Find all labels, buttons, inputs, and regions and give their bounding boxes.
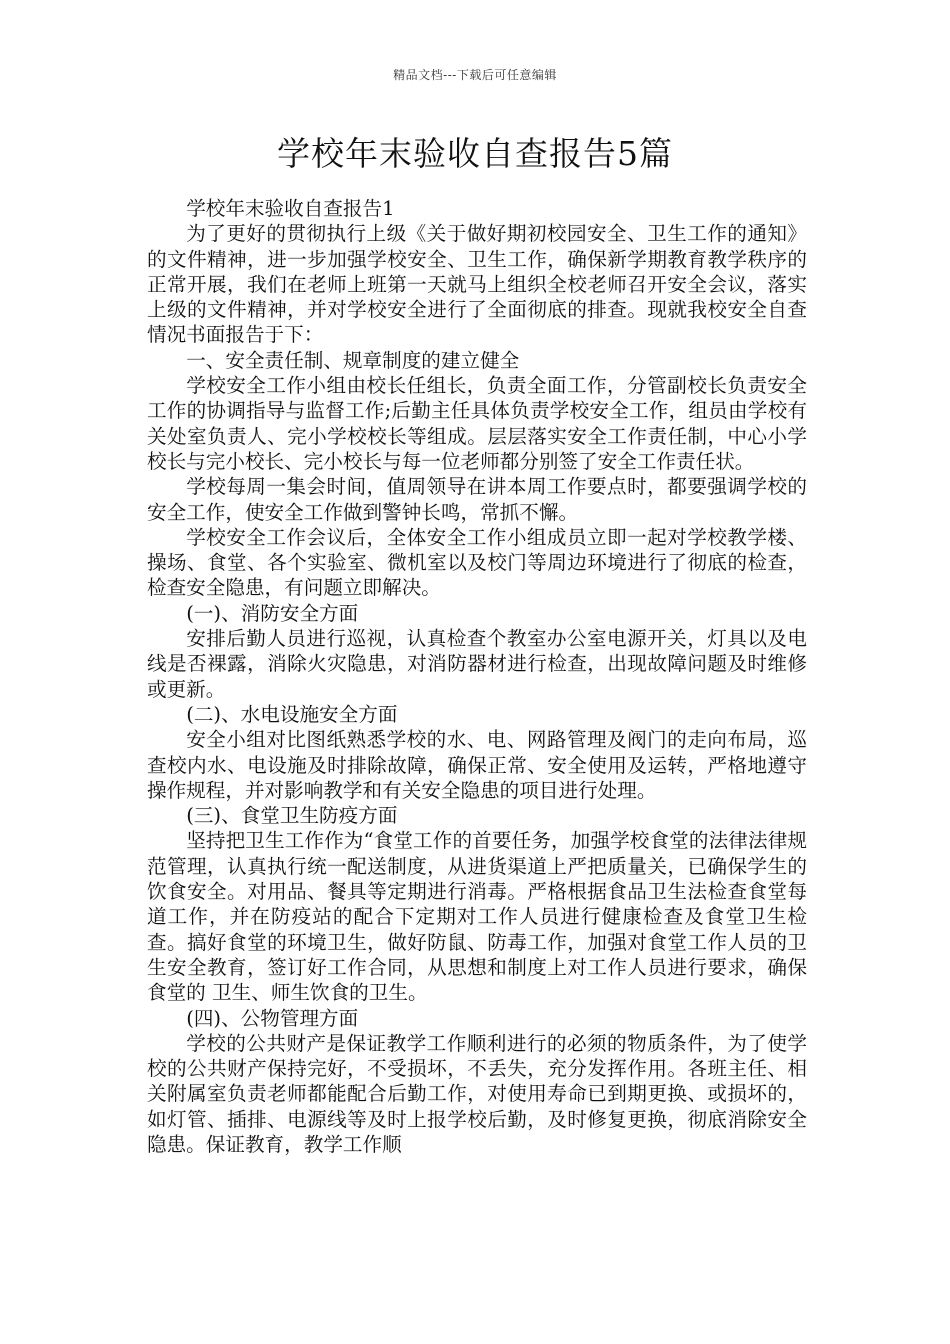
body-paragraph: 一、安全责任制、规章制度的建立健全 xyxy=(186,348,520,372)
body-paragraph: 学校的公共财产是保证教学工作顺利进行的必须的物质条件，为了使学校的公共财产保持完好，不受损坏，不丢失，充分发挥作用。各班主任、相关附属室负责老师都能配合后勤工作，对使用寿命已到期更换、或损坏的，如灯管、插排、电源线等及时上报学校后勤，及时修复更换，彻底消除安全隐患。保证教育，教学工作顺 xyxy=(147,1031,807,1156)
document-title: 学校年末验收自查报告5篇 xyxy=(277,134,673,173)
document-body xyxy=(147,196,807,1157)
body-paragraph: 为了更好的贯彻执行上级《关于做好期初校园安全、卫生工作的通知》的文件精神，进一步加强学校安全、卫生工作，确保新学期教育教学秩序的正常开展，我们在老师上班第一天就马上组织全校老师召开安全会议，落实上级的文件精神，并对学校安全进行了全面彻底的排查。现就我校安全自查情况书面报告于下： xyxy=(147,222,807,347)
body-paragraph: 安排后勤人员进行巡视，认真检查个教室办公室电源开关，灯具以及电线是否裸露，消除火灾隐患，对消防器材进行检查，出现故障问题及时维修或更新。 xyxy=(147,627,807,701)
body-paragraph: 学校每周一集会时间，值周领导在讲本周工作要点时，都要强调学校的安全工作，使安全工作做到警钟长鸣，常抓不懈。 xyxy=(147,475,807,524)
body-paragraph: (三)、食堂卫生防疫方面 xyxy=(186,804,398,828)
body-paragraph: 安全小组对比图纸熟悉学校的水、电、网路管理及阀门的走向布局，巡查校内水、电设施及时排除故障，确保正常、安全使用及运转，严格地遵守操作规程，并对影响教学和有关安全隐患的项目进行处理。 xyxy=(147,728,807,802)
body-paragraph: 学校安全工作小组由校长任组长，负责全面工作，分管副校长负责安全工作的协调指导与监督工作;后勤主任具体负责学校安全工作，组员由学校有关处室负责人、完小学校校长等组成。层层落实安全工作责任制，中心小学校长与完小校长、完小校长与每一位老师都分别签了安全工作责任状。 xyxy=(147,374,807,473)
body-paragraph: (四)、公物管理方面 xyxy=(186,1006,359,1030)
body-paragraph: 学校年末验收自查报告1 xyxy=(186,197,395,220)
body-paragraph: 坚持把卫生工作作为“食堂工作的首要任务，加强学校食堂的法律法律规范管理，认真执行统一配送制度，从进货渠道上严把质量关，已确保学生的饮食安全。对用品、餐具等定期进行消毒。严格根据食品卫生法检查食堂每道工作，并在防疫站的配合下定期对工作人员进行健康检查及食堂卫生检查。搞好食堂的环境卫生，做好防鼠、防毒工作，加强对食堂工作人员的卫生安全教育，签订好工作合同，从思想和制度上对工作人员进行要求，确保食堂的 卫生、师生饮食的卫生。 xyxy=(147,829,807,1005)
body-paragraph: (一)、消防安全方面 xyxy=(186,601,359,625)
header-watermark: 精品文档---下载后可任意编辑 xyxy=(393,68,557,82)
body-paragraph: 学校安全工作会议后，全体安全工作小组成员立即一起对学校教学楼、操场、食堂、各个实验室、微机室以及校门等周边环境进行了彻底的检查，检查安全隐患，有问题立即解决。 xyxy=(147,525,807,600)
body-paragraph: (二)、水电设施安全方面 xyxy=(186,702,398,726)
